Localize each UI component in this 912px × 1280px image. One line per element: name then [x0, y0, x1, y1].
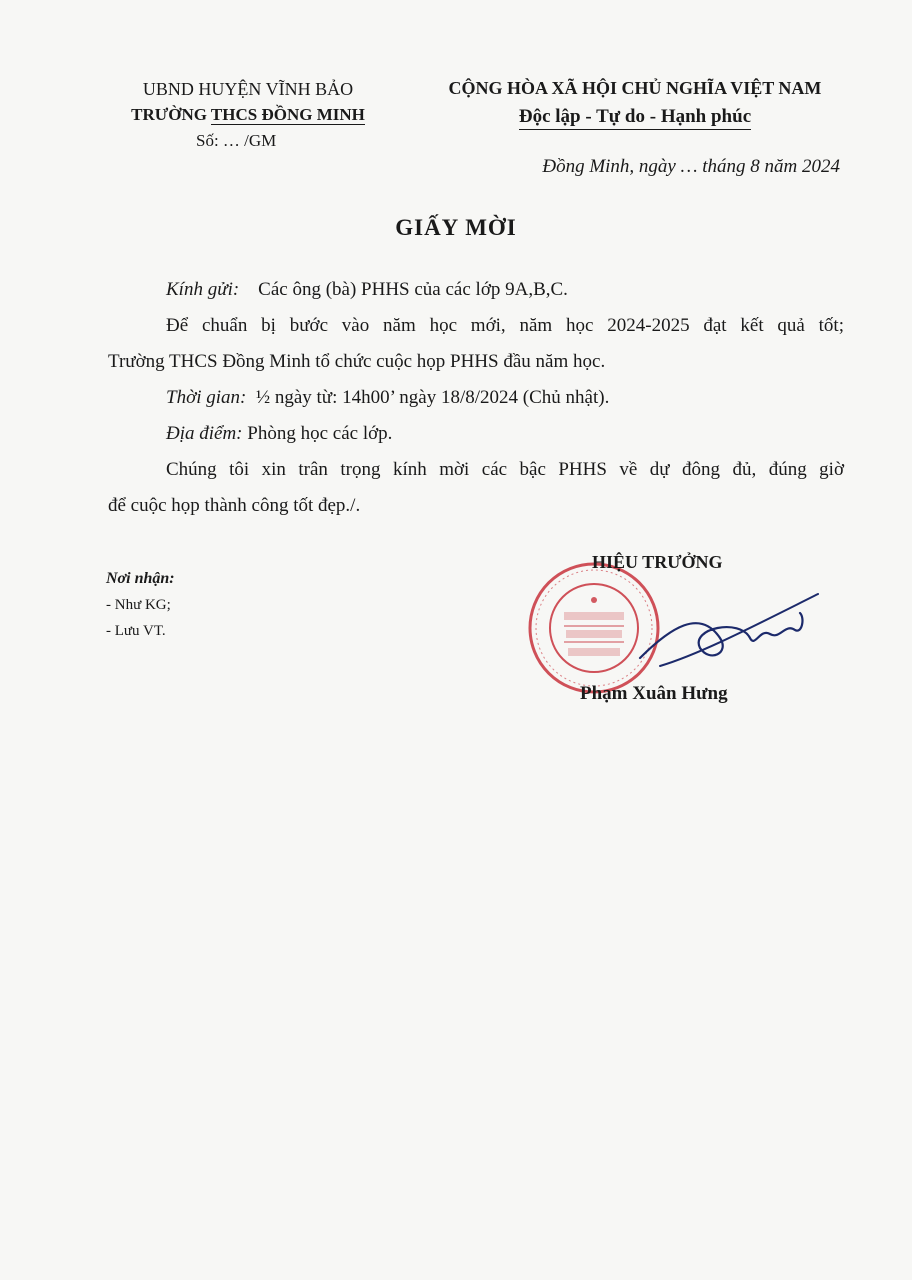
document-title: GIẤY MỜI: [395, 215, 517, 240]
addressee-line: [108, 272, 844, 308]
place-value: Phòng học các lớp.: [247, 423, 393, 444]
handwritten-signature-icon: [630, 568, 820, 678]
signer-title: HIỆU TRƯỞNG: [592, 552, 723, 572]
school-prefix: TRƯỜNG: [131, 105, 211, 124]
issuer-header: [108, 76, 388, 154]
document-body: [108, 272, 844, 524]
signature-block: [520, 548, 820, 718]
recipient-item: - Lưu VT.: [106, 623, 166, 639]
republic-name: CỘNG HÒA XÃ HỘI CHỦ NGHĨA VIỆT NAM: [448, 78, 822, 98]
time-value: ½ ngày từ: 14h00’ ngày 18/8/2024 (Chủ nhật).: [255, 387, 610, 408]
intro-line-1: Để chuẩn bị bước vào năm học mới, năm học 2024-2025 đạt kết quả tốt;: [166, 315, 844, 336]
authority-name: UBND HUYỆN VĨNH BẢO: [142, 79, 354, 99]
school-name-underlined: THCS ĐỒNG MINH: [210, 105, 365, 124]
recipient-item: - Như KG;: [106, 597, 171, 613]
time-label: Thời gian:: [166, 387, 247, 408]
intro-line-2: Trường THCS Đồng Minh tổ chức cuộc họp PHHS đầu năm học.: [108, 351, 606, 372]
dateline: Đồng Minh, ngày … tháng 8 năm 2024: [542, 156, 840, 177]
national-header: [420, 74, 850, 130]
school-name: [108, 102, 388, 128]
document-number: Số: … /GM: [196, 131, 277, 150]
addressee-value: Các ông (bà) PHHS của các lớp 9A,B,C.: [258, 279, 568, 300]
closing-line-1: Chúng tôi xin trân trọng kính mời các bậc PHHS về dự đông đủ, đúng giờ: [166, 459, 844, 480]
time-line: [108, 380, 844, 416]
signer-name: Phạm Xuân Hưng: [580, 683, 728, 704]
recipients-heading: Nơi nhận:: [106, 570, 175, 587]
recipients-list: [106, 566, 175, 644]
place-label: Địa điểm:: [166, 423, 243, 444]
place-line: [108, 416, 844, 452]
closing-line-2: để cuộc họp thành công tốt đẹp./.: [108, 495, 361, 516]
national-motto: Độc lập - Tự do - Hạnh phúc: [519, 105, 751, 130]
addressee-label: Kính gửi:: [166, 279, 240, 300]
